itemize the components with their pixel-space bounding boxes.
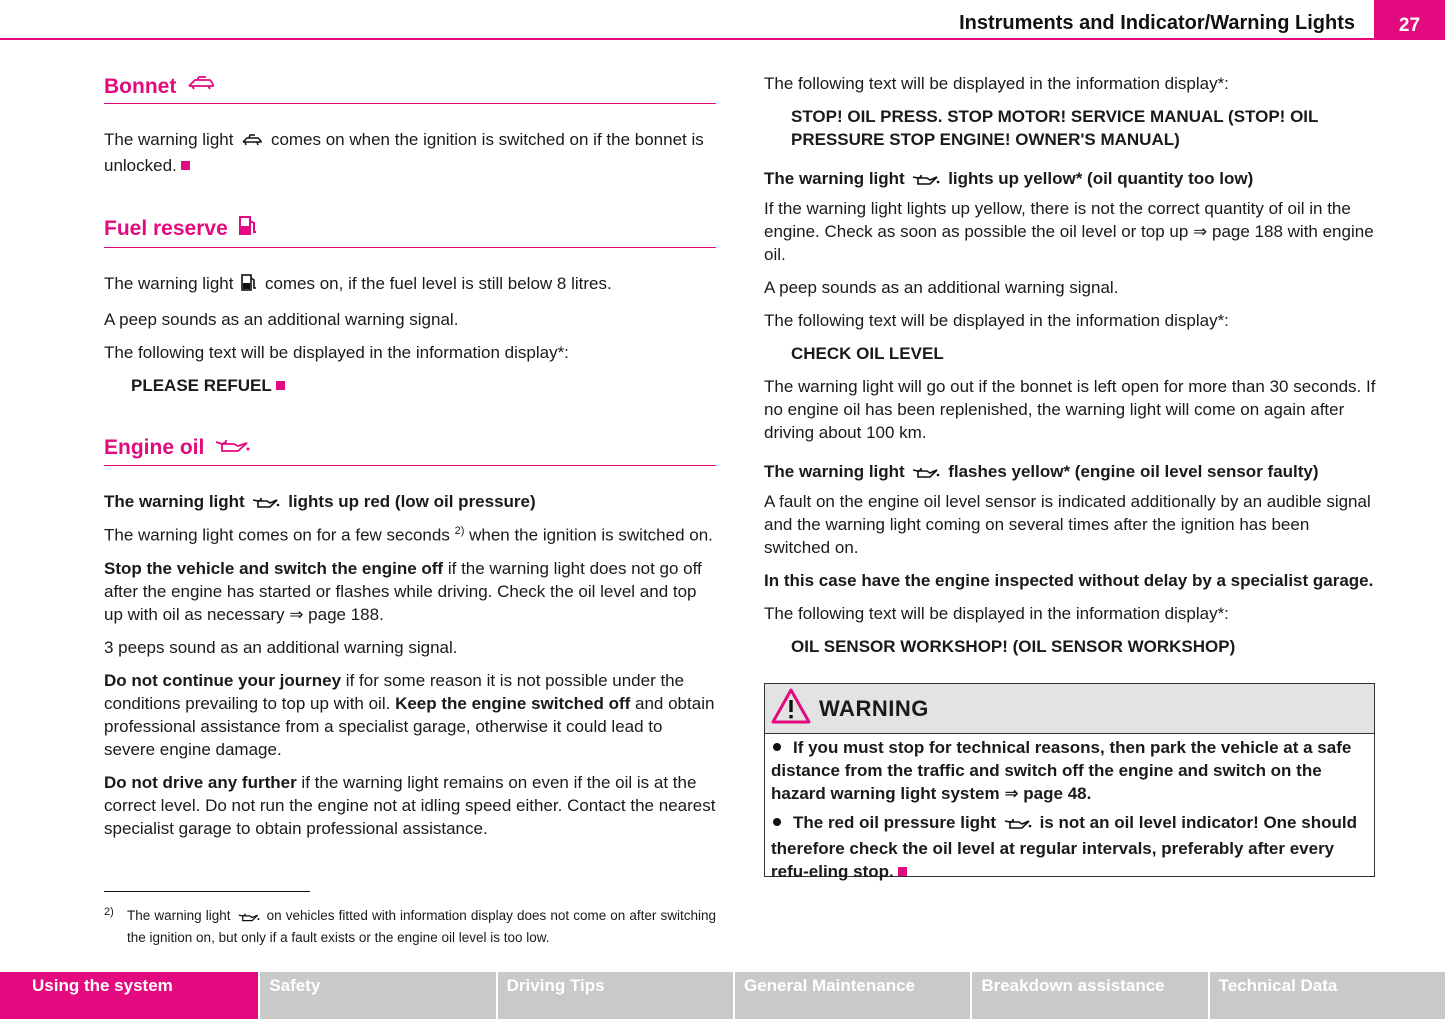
display-text-2: CHECK OIL LEVEL — [791, 344, 944, 363]
fuel-pump-icon — [241, 273, 257, 298]
warning-body — [765, 734, 1374, 883]
footnote-mark: 2) — [104, 906, 114, 918]
page-number: 27 — [1374, 0, 1445, 40]
oil-red-subheading — [104, 490, 716, 516]
oil-yellow-sub-b: lights up yellow* (oil quantity too low) — [948, 169, 1254, 188]
fuel-pump-icon — [238, 213, 258, 246]
oil-flash-subheading — [764, 460, 1376, 486]
nav-tab-breakdown-assistance[interactable]: Breakdown assistance — [972, 972, 1207, 1019]
oil-p2-bold: Stop the vehicle and switch the engine off — [104, 558, 444, 578]
header-rule — [0, 38, 1374, 40]
oil-can-icon — [238, 909, 260, 928]
warning-item-1 — [771, 736, 1368, 805]
oil-paragraph-3: 3 peeps sound as an additional warning signal. — [104, 637, 458, 657]
fuel-paragraph-1 — [104, 272, 716, 298]
display-text-1: STOP! OIL PRESS. STOP MOTOR! SERVICE MANUAL (STOP! OIL PRESSURE STOP ENGINE! OWNER'S MANUAL) — [791, 107, 1319, 149]
warning-header — [765, 684, 1374, 734]
engine-oil-heading-text: Engine oil — [104, 436, 205, 460]
oil-can-icon — [912, 463, 940, 486]
footnote-text — [104, 906, 716, 947]
oil-paragraph-1 — [104, 520, 716, 547]
left-column — [104, 72, 716, 850]
end-marker — [898, 867, 907, 876]
oil-can-icon — [912, 170, 940, 193]
oil-paragraph-2 — [104, 557, 716, 626]
oil-p4-rest1: if for some reason it is not possible under the conditions prevailing to top up with oil. — [104, 670, 685, 713]
warning-item-2 — [771, 811, 1368, 883]
oil-p5-bold: Do not drive any further — [104, 772, 297, 792]
bonnet-text-a: The warning light — [104, 130, 234, 150]
fuel-heading-text: Fuel reserve — [104, 217, 228, 241]
oil-can-icon — [1004, 814, 1032, 837]
right-paragraph-1: The following text will be displayed in the information display*: — [764, 74, 1229, 93]
warning-title: WARNING — [819, 695, 929, 721]
right-paragraph-6: A fault on the engine oil level sensor is indicated additionally by an audible signal and the warning light coming on several times after the ignition has been switched on. — [764, 492, 1371, 557]
oil-paragraph-5 — [104, 771, 716, 840]
right-column — [764, 72, 1376, 668]
oil-paragraph-4 — [104, 669, 716, 761]
oil-flash-sub-b: flashes yellow* (engine oil level sensor faulty) — [948, 462, 1319, 481]
footnote-text-b: on vehicles fitted with information display does not come on after switching the ignition on, but only if a fault exists or the engine oil level is too low. — [127, 908, 716, 945]
warning-item-1-text: If you must stop for technical reasons, then park the vehicle at a safe distance from the traffic and switch off the engine and switch on the hazard warning light system ⇒ page 48. — [771, 738, 1352, 803]
oil-p4-bold1: Do not continue your journey — [104, 670, 342, 690]
bonnet-paragraph — [104, 128, 716, 177]
fuel-text-b: comes on, if the fuel level is still below 8 litres. — [264, 274, 612, 294]
right-paragraph-3: A peep sounds as an additional warning signal. — [764, 278, 1119, 297]
fuel-heading — [104, 213, 716, 248]
fuel-paragraph-3: The following text will be displayed in the information display*: — [104, 343, 569, 363]
oil-p2-rest: if the warning light does not go off after the engine has started or flashes while driving. Check the oil level and top up with oil as necessary ⇒ page 188. — [104, 558, 702, 624]
bonnet-text-b: comes on when the ignition is switched on if the bonnet is unlocked. — [104, 130, 704, 176]
fuel-text-a: The warning light — [104, 274, 234, 294]
nav-tab-technical-data[interactable]: Technical Data — [1210, 972, 1445, 1019]
bonnet-heading-text: Bonnet — [104, 75, 177, 98]
footnote — [104, 906, 716, 947]
oil-p1-b: when the ignition is switched on. — [469, 525, 713, 545]
right-paragraph-4: The following text will be displayed in the information display*: — [764, 311, 1229, 330]
oil-can-icon — [214, 434, 250, 464]
display-text-3: OIL SENSOR WORKSHOP! (OIL SENSOR WORKSHOP) — [791, 637, 1236, 656]
end-marker — [181, 161, 190, 170]
warning-box — [764, 683, 1375, 881]
oil-p4-rest2: and obtain professional assistance from a specialist garage, otherwise it could lead to severe engine damage. — [104, 693, 715, 759]
footnote-ref[interactable]: 2) — [454, 524, 465, 537]
nav-tab-safety[interactable]: Safety — [260, 972, 495, 1019]
warning-item-2-b: is not an oil level indicator! One should therefore check the oil level at regular intervals, preferably after every refu-eling stop. — [771, 813, 1357, 881]
section-header-title: Instruments and Indicator/Warning Lights — [959, 12, 1355, 34]
oil-p1-a: The warning light comes on for a few seconds — [104, 525, 450, 545]
warning-item-2-a: The red oil pressure light — [793, 813, 997, 832]
nav-tab-driving-tips[interactable]: Driving Tips — [498, 972, 733, 1019]
end-marker — [276, 381, 285, 390]
right-paragraph-5: The warning light will go out if the bonnet is left open for more than 30 seconds. If no engine oil has been replenished, the warning light will come on again after driving about 100 km. — [764, 377, 1376, 442]
right-paragraph-2: If the warning light lights up yellow, there is not the correct quantity of oil in the engine. Check as soon as possible the oil level or top up ⇒ page 188 with engine oil. — [764, 199, 1374, 264]
fuel-display-text — [104, 374, 716, 397]
bullet — [773, 743, 781, 751]
oil-red-sub-b: lights up red (low oil pressure) — [288, 491, 536, 511]
right-paragraph-7: In this case have the engine inspected without delay by a specialist garage. — [764, 571, 1374, 590]
oil-p4-bold2: Keep the engine switched off — [395, 693, 631, 713]
warning-triangle-icon — [771, 688, 811, 729]
fuel-paragraph-2: A peep sounds as an additional warning signal. — [104, 310, 459, 330]
footnote-rule — [104, 891, 310, 892]
engine-oil-heading — [104, 433, 716, 465]
bonnet-icon — [186, 72, 216, 102]
oil-flash-sub-a: The warning light — [764, 462, 905, 481]
footnote-text-a: The warning light — [127, 908, 231, 923]
nav-tab-general-maintenance[interactable]: General Maintenance — [735, 972, 970, 1019]
bonnet-icon — [241, 131, 263, 154]
oil-can-icon — [252, 493, 280, 516]
bullet — [773, 818, 781, 826]
nav-tab-using-the-system[interactable]: Using the system — [0, 972, 258, 1019]
oil-p5-rest: if the warning light remains on even if the oil is at the correct level. Do not run the engine not at idling speed either. Contact the nearest specialist garage to obtain professional assistance. — [104, 772, 716, 838]
oil-yellow-sub-a: The warning light — [764, 169, 905, 188]
right-paragraph-8: The following text will be displayed in the information display*: — [764, 604, 1229, 623]
bonnet-heading — [104, 72, 716, 104]
oil-yellow-subheading — [764, 167, 1376, 193]
oil-red-sub-a: The warning light — [104, 491, 245, 511]
chapter-nav — [0, 972, 1445, 1019]
fuel-display-value: PLEASE REFUEL — [131, 376, 272, 396]
